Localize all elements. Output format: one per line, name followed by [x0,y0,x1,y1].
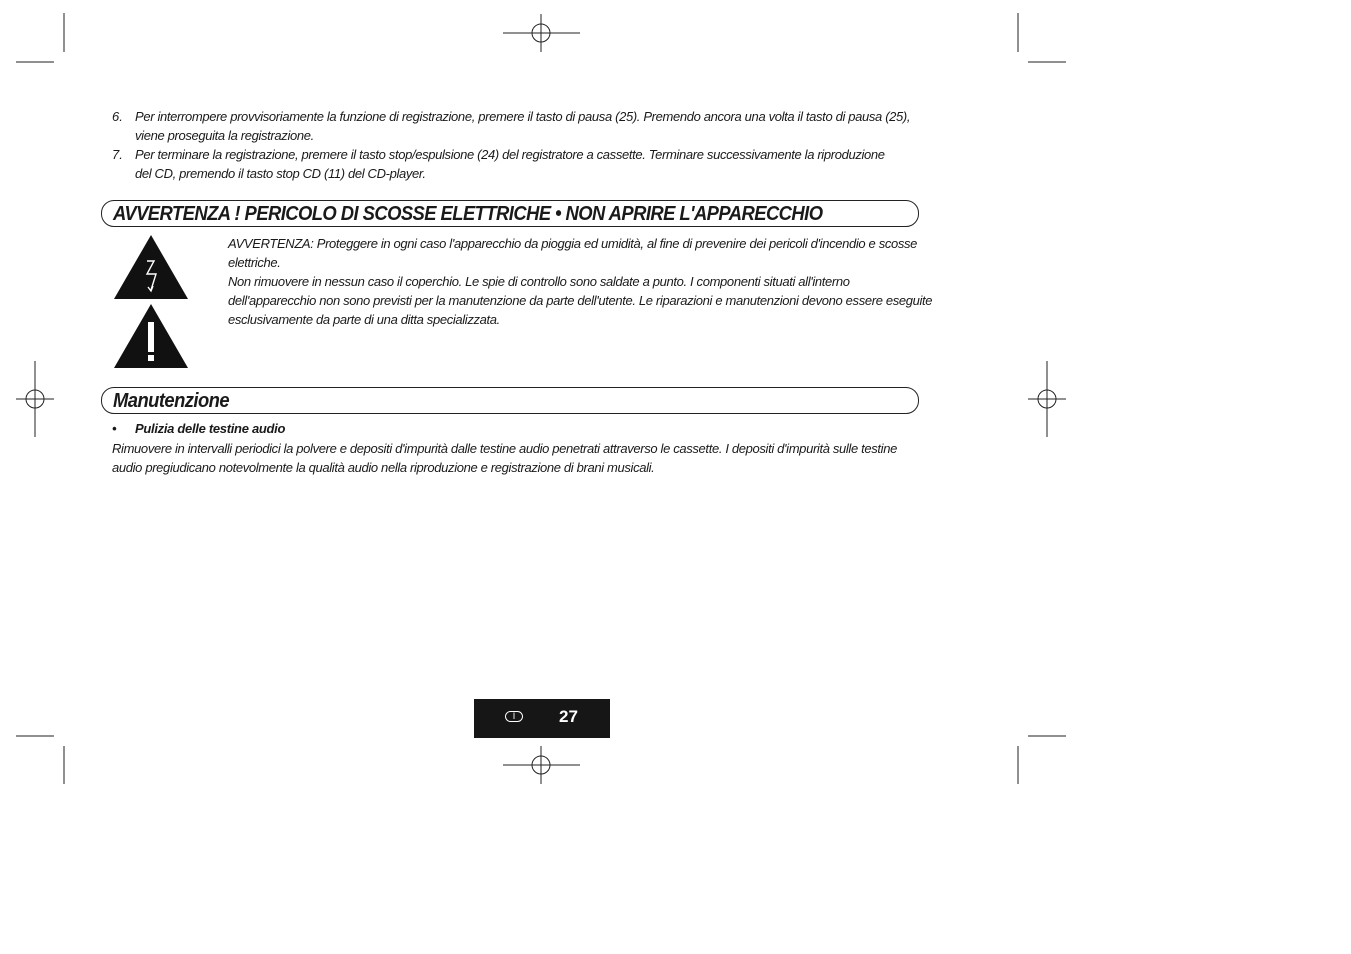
lightning-warning-icon [114,235,188,299]
warning-icons [114,234,190,370]
warning-line: Non rimuovere in nessun caso il coperchio. Le spie di controllo sono saldate a punto. I componenti situati all'interno [228,274,850,289]
page-footer [474,699,610,738]
registration-target-right [1028,361,1066,437]
page-number: 27 [559,707,578,726]
warning-title: AVVERTENZA ! PERICOLO DI SCOSSE ELETTRICHE • NON APRIRE L'APPARECCHIO [113,203,823,225]
maintenance-subheading: Pulizia delle testine audio [135,421,286,436]
step-text: Per interrompere provvisoriamente la funzione di registrazione, premere il tasto di pausa (25). Premendo ancora una volta il tasto di pausa (25), [135,109,911,124]
registration-target-bottom [503,746,580,784]
bullet: • [112,421,117,436]
maintenance-title: Manutenzione [113,390,230,412]
maintenance-line: audio pregiudicano notevolmente la qualità audio nella riproduzione e registrazione di brani musicali. [112,460,655,475]
step-number: 7. [112,147,123,162]
step-number: 6. [112,109,123,124]
maintenance-line: Rimuovere in intervalli periodici la polvere e depositi d'impurità dalle testine audio penetrati attraverso le cassette. I depositi d'impurità sulle testine [112,441,897,456]
warning-line: AVVERTENZA: Proteggere in ogni caso l'apparecchio da pioggia ed umidità, al fine di prevenire dei pericoli d'incendio e scosse [228,236,918,251]
warning-heading [101,200,919,227]
registration-target-top [503,14,580,52]
exclamation-warning-icon [114,304,188,368]
step-text: viene proseguita la registrazione. [135,128,314,143]
warning-line: esclusivamente da parte di una ditta specializzata. [228,312,500,327]
step-text: Per terminare la registrazione, premere il tasto stop/espulsione (24) del registratore a cassette. Terminare successivamente la riproduzione [135,147,885,162]
warning-line: dell'apparecchio non sono previsti per la manutenzione da parte dell'utente. Le riparazioni e manutenzioni devono essere eseguite [228,293,933,308]
registration-target-left [16,361,54,437]
language-badge: I [505,711,523,722]
warning-line: elettriche. [228,255,281,270]
maintenance-heading [101,387,919,414]
step-text: del CD, premendo il tasto stop CD (11) del CD-player. [135,166,426,181]
